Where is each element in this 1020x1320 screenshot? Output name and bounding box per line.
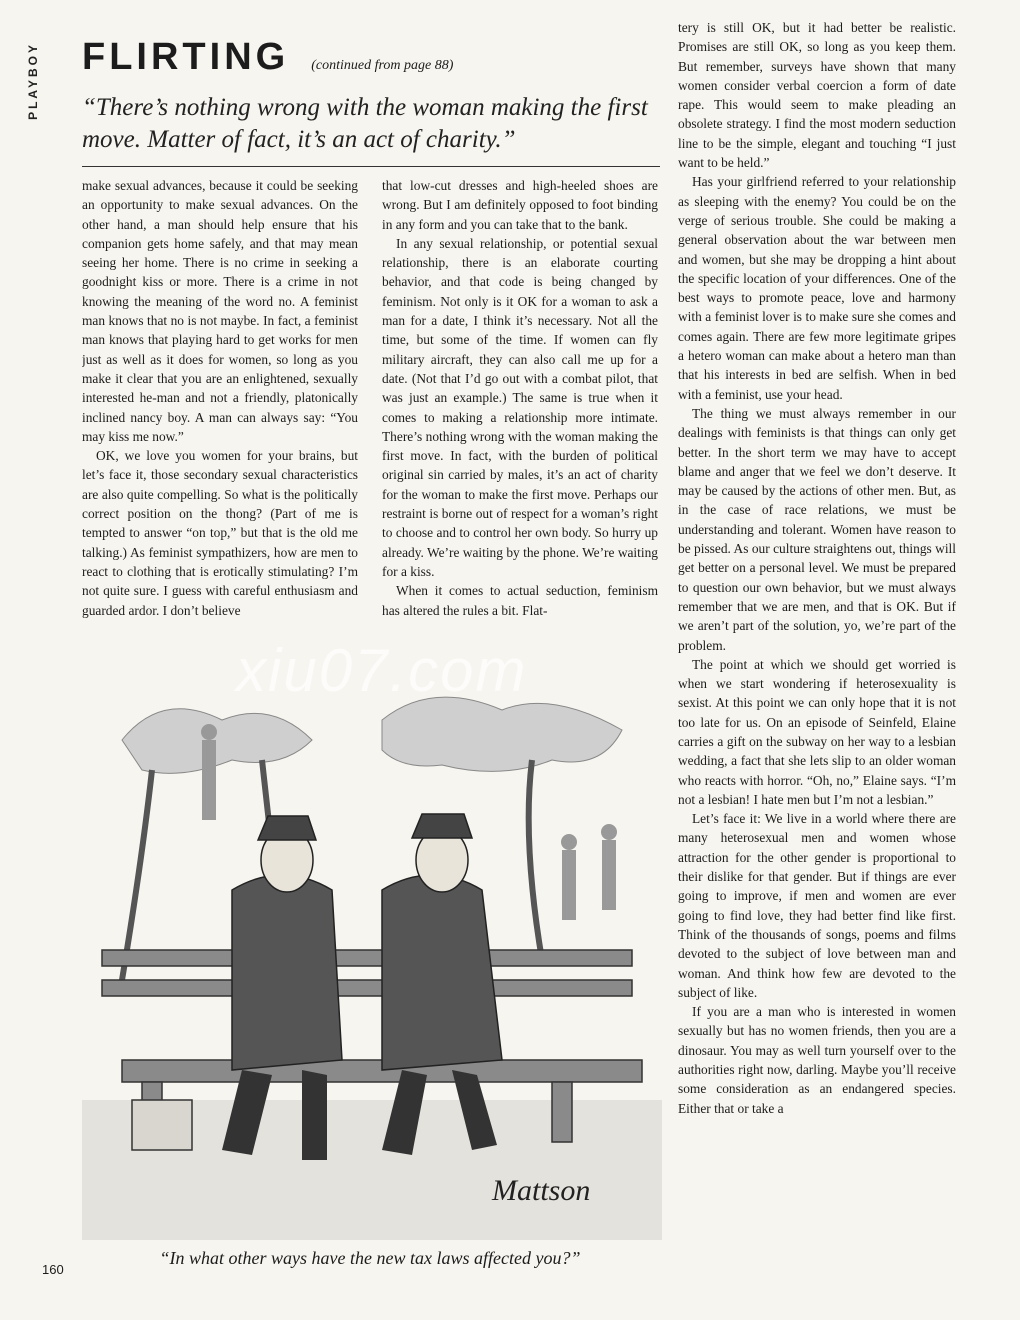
paragraph: When it comes to actual seduction, feminism has altered the rules a bit. Flat- xyxy=(382,583,658,618)
magazine-name: PLAYBOY xyxy=(26,42,40,120)
text-column-2 xyxy=(382,176,658,676)
paragraph: The point at which we should get worried is when we start wondering if heterosexuality is sexist. At this point we can only hope that it is not too late for us. On an episode of Seinfeld, Elaine carries a gift on the subway on her way to a lesbian wedding, a fact that she lets slip to an older woman who reacts with horror. “Oh, no,” Elaine says. “I’m not a lesbian! I hate men but I’m not a lesbian.” xyxy=(678,656,956,807)
paragraph: that low-cut dresses and high-heeled shoes are wrong. But I am definitely opposed to foot binding in any form and you can take that to the bank. xyxy=(382,178,658,232)
text-column-1 xyxy=(82,176,358,676)
cartoon-caption: “In what other ways have the new tax laws affected you?” xyxy=(159,1248,581,1268)
cartoon-illustration xyxy=(82,680,662,1240)
paragraph: Has your girlfriend referred to your relationship as sleeping with the enemy? You could be on the verge of serious trouble. She could be making a general observation about the war between men and women, but she may be dropping a hint about the specific location of your differences. One of the best ways to promote peace, love and harmony with a feminist lover is to make sure she comes and comes again. There are few more legitimate gripes a hetero woman can make about a hetero man than that his interests in bed are selfish. When in bed with a feminist, use your head. xyxy=(678,174,956,402)
continued-note: (continued from page 88) xyxy=(311,58,454,73)
page-number: 160 xyxy=(42,1262,64,1277)
paragraph: If you are a man who is interested in women sexually but has no women friends, then you are a dinosaur. You may as well turn yourself over to the authorities right now, darling. Maybe you’ll receive some consideration as an endangered species. Either that or take a xyxy=(678,1004,956,1116)
paragraph: tery is still OK, but it had better be realistic. Promises are still OK, so long as you keep them. But remember, surveys have shown that many women consider verbal coercion a form of date rape. This would seem to make pleading an obsolete strategy. I find the most modern seduction line to be the simple, elegant and touching “I just want to be held.” xyxy=(678,20,956,171)
pull-quote: “There’s nothing wrong with the woman making the first move. Matter of fact, it’s an act of charity.” xyxy=(82,92,660,167)
watermark: xiu07.com xyxy=(236,637,528,704)
paragraph: Let’s face it: We live in a world where there are many heterosexual men and women whose attraction for the other gender is proportional to their dislike for that gender. But if things are ever going to improve, if men and women are ever going to find love, they had better find like first. Think of the thousands of songs, poems and films devoted to the subject of love between man and woman. And think how few are devoted to the subject of like. xyxy=(678,811,956,1000)
paragraph: OK, we love you women for your brains, but let’s face it, those secondary sexual characteristics are also quite compelling. So what is the politically correct position on the thong? (Part of me is tempted to answer “on top,” but that is the old me talking.) As feminist sympathizers, how are men to react to clothing that is erotically stimulating? I’m not quite sure. I guess with careful enthusiasm and guarded ardor. I don’t believe xyxy=(82,448,358,618)
article-title: FLIRTING xyxy=(82,36,290,78)
paragraph: make sexual advances, because it could be seeking an opportunity to make sexual advances. On the other hand, a man should help ensure that his companion gets home safely, and that may mean seeing her home. There is no crime in seeking a goodnight kiss or more. There is a crime in not knowing the meaning of the word no. A feminist man knows that no is not maybe. In fact, a feminist man knows that playing hard to get works for men just as well as it does for women, so long as you make it clear that you are an enlightened, sexually interested he-man and not a friendly, platonically inclined nancy boy. A man can always say: “You may kiss me now.” xyxy=(82,178,358,444)
article-header xyxy=(82,36,662,79)
cartoon-signature: Mattson xyxy=(492,1174,591,1207)
paragraph: In any sexual relationship, or potential sexual relationship, there is an elaborate courting behavior, and that code is being changed by feminism. Not only is it OK for a woman to ask a man for a date, I think it’s necessary. Not all the time, but some of the time. If women can fly military aircraft, they can also call me up for a date. (Not that I’d go out with a combat pilot, that was just an example.) The same is true when it comes to making a relationship more intimate. There’s nothing wrong with the woman making the first move. In fact, with the burden of political original sin carried by males, it’s an act of charity for the woman to make the first move. Perhaps our restraint is borne out of respect for a woman’s right to choose and to control her own body. So hurry up already. We’re waiting by the phone. We’re waiting for a kiss. xyxy=(382,235,658,579)
paragraph: The thing we must always remember in our dealings with feminists is that things can only get better. In the short term we may have to accept blame and anger that we feel we don’t deserve. It may be caused by the actions of other men. But, as in the case of race relations, we must be understanding and tolerant. Women have reason to be pissed. As our culture straightens out, things will get better on a personal level. We must be prepared to question our own behavior, but we must always remember that we are men, and that is OK. But if we aren’t part of the solution, yo, we’re part of the problem. xyxy=(678,405,956,653)
text-column-3 xyxy=(678,18,956,1296)
